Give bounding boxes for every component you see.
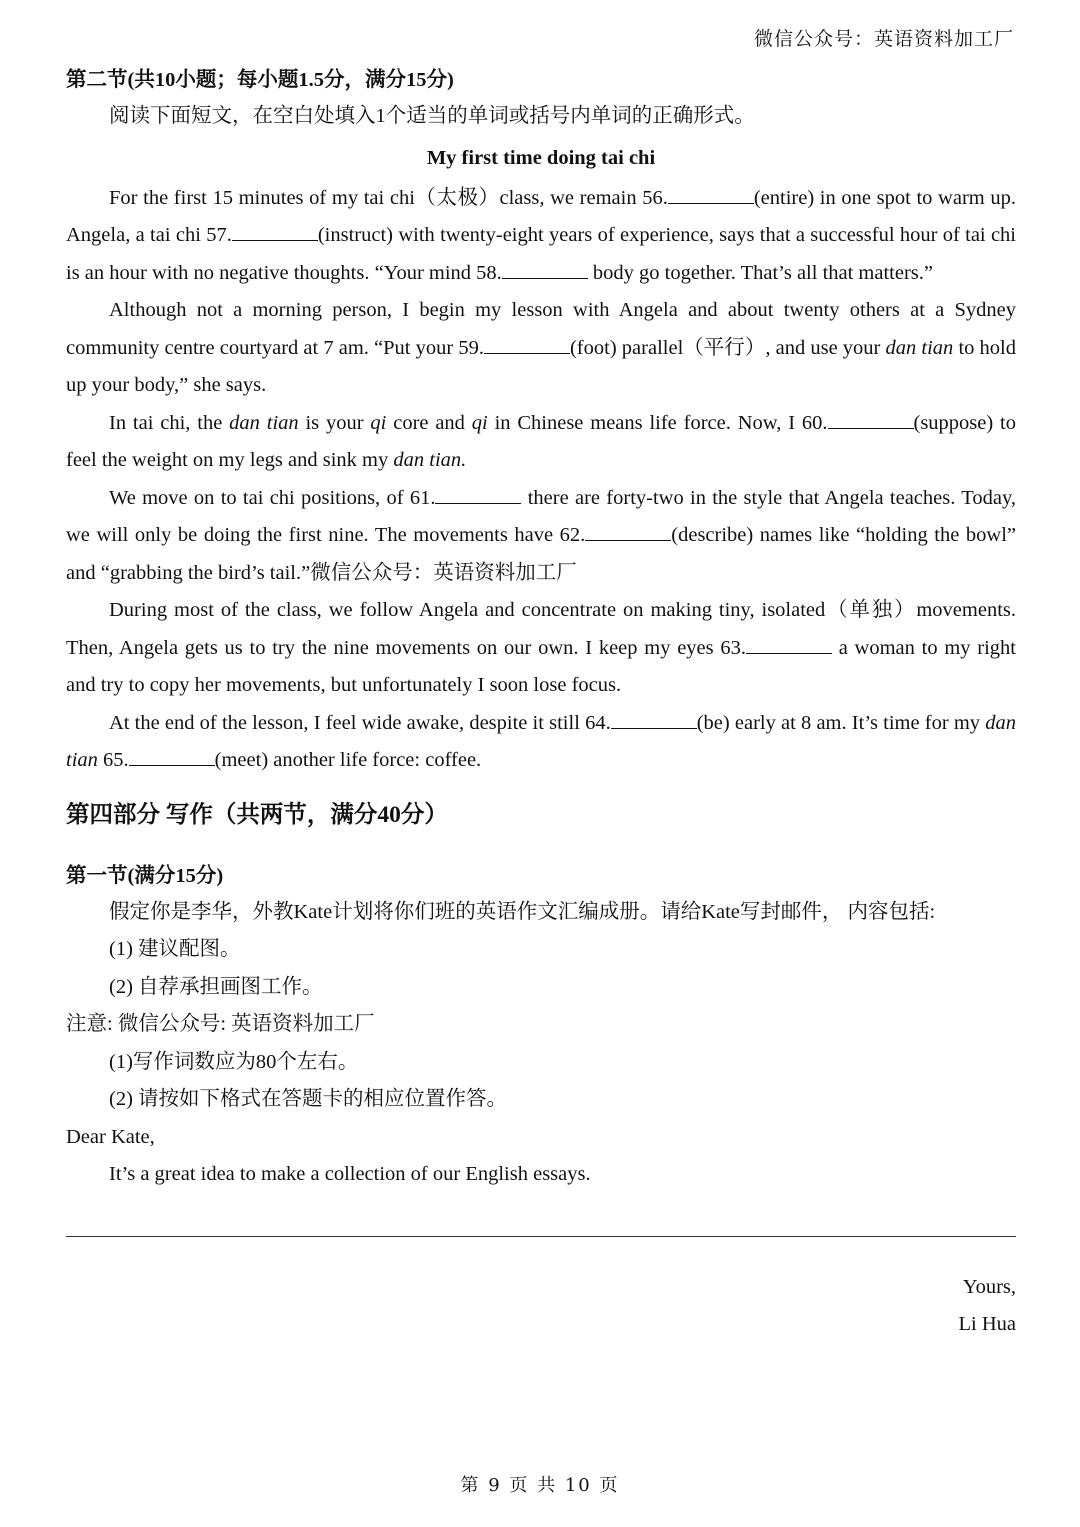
text: (describe) names like “holding the bowl” and “grabbing the bird’s tail.” — [66, 524, 1017, 584]
part-four-title: 第四部分 写作（共两节，满分40分） — [66, 801, 448, 828]
text: is your — [298, 411, 371, 434]
page-content — [66, 62, 1016, 1344]
blank-60[interactable] — [828, 411, 914, 429]
blank-56[interactable] — [668, 186, 754, 204]
text: core and — [386, 411, 472, 434]
blank-61[interactable] — [435, 486, 521, 504]
text: At the end of the lesson, I feel wide awake, despite it still 64. — [109, 711, 611, 734]
text: (meet) another life force: coffee. — [214, 749, 482, 771]
text: (entire) in one spot to warm up. Angela, a tai chi 57. — [66, 186, 1016, 246]
text-italic: qi — [370, 411, 387, 434]
text: (suppose) to feel the weight on my legs and sink my — [66, 411, 1016, 471]
text: Although not a morning person, I begin my lesson with Angela and about twenty others at a Sydney community centre courtyard at 7 am. “Put your 59. — [66, 299, 1016, 359]
essay-title: My first time doing tai chi — [426, 146, 656, 169]
text: (be) early at 8 am. It’s time for my — [696, 711, 986, 734]
text-italic: dan tian. — [393, 449, 467, 471]
paragraph-1 — [66, 180, 1016, 293]
letter-opening: It’s a great idea to make a collection of our English essays. — [109, 1163, 591, 1185]
section-title: 第二节(共10小题；每小题1.5分，满分15分) — [66, 69, 454, 91]
instruction: 阅读下面短文，在空白处填入1个适当的单词或括号内单词的正确形式。 — [109, 105, 755, 127]
blank-62[interactable] — [585, 523, 671, 541]
text: in Chinese means life force. Now, I 60. — [487, 411, 828, 434]
paragraph-4 — [66, 480, 1016, 593]
paragraph-5 — [66, 592, 1016, 705]
text: For the first 15 minutes of my tai chi（太极）class, we remain 56. — [109, 186, 668, 209]
text-italic: qi — [471, 411, 488, 434]
note-heading: 注意: 微信公众号: 英语资料加工厂 — [66, 1013, 375, 1035]
writing-section-title: 第一节(满分15分) — [66, 864, 224, 887]
writing-prompt: 假定你是李华，外教Kate计划将你们班的英语作文汇编成册。请给Kate写封邮件， 内容包括: — [109, 900, 936, 923]
letter-salutation: Dear Kate, — [66, 1125, 155, 1148]
text-italic: dan tian — [885, 336, 954, 359]
note-item-1: (1)写作词数应为80个左右。 — [109, 1050, 359, 1073]
paragraph-6 — [66, 705, 1016, 780]
blank-57[interactable] — [232, 223, 318, 241]
text: 65. — [97, 749, 129, 771]
prompt-item-1: (1) 建议配图。 — [109, 938, 241, 960]
text: (foot) parallel（平行）, and use your — [569, 336, 886, 359]
blank-65[interactable] — [129, 748, 215, 766]
note-item-2: (2) 请按如下格式在答题卡的相应位置作答。 — [109, 1088, 508, 1110]
paragraph-2 — [66, 292, 1016, 405]
page-number: 第 9 页 共 10 页 — [460, 1475, 620, 1496]
text: a woman to my right and try to copy her movements, but unfortunately I soon lose focus. — [66, 636, 1016, 696]
blank-59[interactable] — [484, 336, 570, 354]
prompt-item-2: (2) 自荐承担画图工作。 — [109, 975, 323, 998]
text: In tai chi, the — [109, 411, 230, 434]
inline-watermark: 微信公众号：英语资料加工厂 — [310, 561, 577, 584]
text: to hold up your body,” she says. — [66, 336, 1016, 396]
blank-64[interactable] — [611, 711, 697, 729]
header-watermark: 微信公众号：英语资料加工厂 — [753, 28, 1014, 50]
text: We move on to tai chi positions, of 61. — [109, 486, 436, 509]
text: (instruct) with twenty-eight years of experience, says that a successful hour of tai chi is an hour with no negative thoughts. “Your mind 58. — [66, 224, 1016, 284]
text-italic: dan tian — [229, 411, 299, 434]
letter-closing: Yours, — [962, 1275, 1016, 1298]
text: there are forty-two in the style that Angela teaches. Today, we will only be doing the first nine. The movements have 62. — [66, 486, 1016, 546]
paragraph-3 — [66, 405, 1016, 480]
text: During most of the class, we follow Angela and concentrate on making tiny, isolated（单独）movements. Then, Angela gets us to try the nine movements on our own. I keep my eyes 63. — [66, 599, 1016, 659]
text: body go together. That’s all that matters.” — [587, 261, 933, 284]
blank-58[interactable] — [502, 261, 588, 279]
blank-63[interactable] — [746, 636, 832, 654]
letter-signature: Li Hua — [958, 1313, 1016, 1335]
text-italic: dan tian — [66, 711, 1016, 771]
